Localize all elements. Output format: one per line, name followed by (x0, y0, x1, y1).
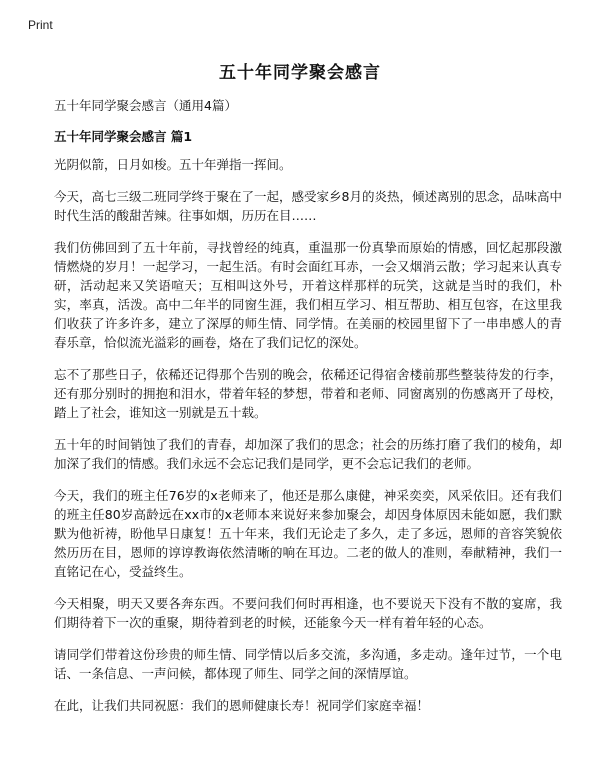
paragraph: 请同学们带着这份珍贵的师生情、同学情以后多交流，多沟通，多走动。逢年过节，一个电话、一条信息、一声问候，都体现了师生、同学之间的深情厚谊。 (54, 647, 562, 681)
paragraph: 我们仿佛回到了五十年前，寻找曾经的纯真，重温那一份真挚而原始的情感，回忆起那段激情燃烧的岁月！一起学习，一起生活。有时会面红耳赤，一会又烟消云散；学习起来认真专研，活动起来又笑语喧天；互相叫这外号，开着这样那样的玩笑，这就是当时的我们，朴实，率真，活泼。高中二年半的同窗生涯，我们相互学习、相互帮助、相互包容，在这里我们收获了许多许多，建立了深厚的师生情、同学情。在美丽的校园里留下了一串串感人的青春乐章，恰似流光溢彩的画卷，烙在了我们记忆的深处。 (54, 240, 562, 350)
page-title: 五十年同学聚会感言 (219, 63, 381, 83)
paragraph: 今天，高七三级二班同学终于聚在了一起，感受家乡8月的炎热，倾述离别的思念，品味高中时代生活的酸甜苦辣。往事如烟，历历在目…… (54, 189, 562, 223)
paragraph: 今天相聚，明天又要各奔东西。不要问我们何时再相逢，也不要说天下没有不散的宴席，我们期待着下一次的重聚，期待着到老的时候，还能象今天一样有着年轻的心态。 (54, 596, 562, 630)
section-title: 五十年同学聚会感言 篇1 (54, 129, 193, 144)
article-body (54, 155, 562, 728)
paragraph: 忘不了那些日子，依稀还记得那个告别的晚会，依稀还记得宿舍楼前那些整装待发的行李，还有那分别时的拥抱和泪水，带着年轻的梦想，带着和老师、同窗离别的伤感离开了母校，踏上了社会，谁知这一别就是五十载。 (54, 367, 562, 420)
document-subtitle: 五十年同学聚会感言（通用4篇） (54, 98, 237, 113)
paragraph: 在此，让我们共同祝愿：我们的恩师健康长寿！祝同学们家庭幸福！ (54, 698, 430, 713)
paragraph: 今天，我们的班主任76岁的x老师来了，他还是那么康健，神采奕奕，风采依旧。还有我们的班主任80岁高龄远在xx市的x老师本来说好来参加聚会，却因身体原因未能如愿，我们默默为他祈祷，盼他早日康复！五十年来，我们无论走了多久，走了多远，恩师的音容笑貌依然历历在目，恩师的谆谆教诲依然清晰的响在耳边。二老的做人的准则，奉献精神，我们一直铭记在心，受益终生。 (54, 488, 562, 579)
paragraph: 五十年的时间销蚀了我们的青春，却加深了我们的思念；社会的历练打磨了我们的棱角，却加深了我们的情感。我们永远不会忘记我们是同学，更不会忘记我们的老师。 (54, 437, 562, 471)
paragraph: 光阴似箭，日月如梭。五十年弹指一挥间。 (54, 157, 292, 172)
print-link[interactable]: Print (28, 18, 53, 32)
